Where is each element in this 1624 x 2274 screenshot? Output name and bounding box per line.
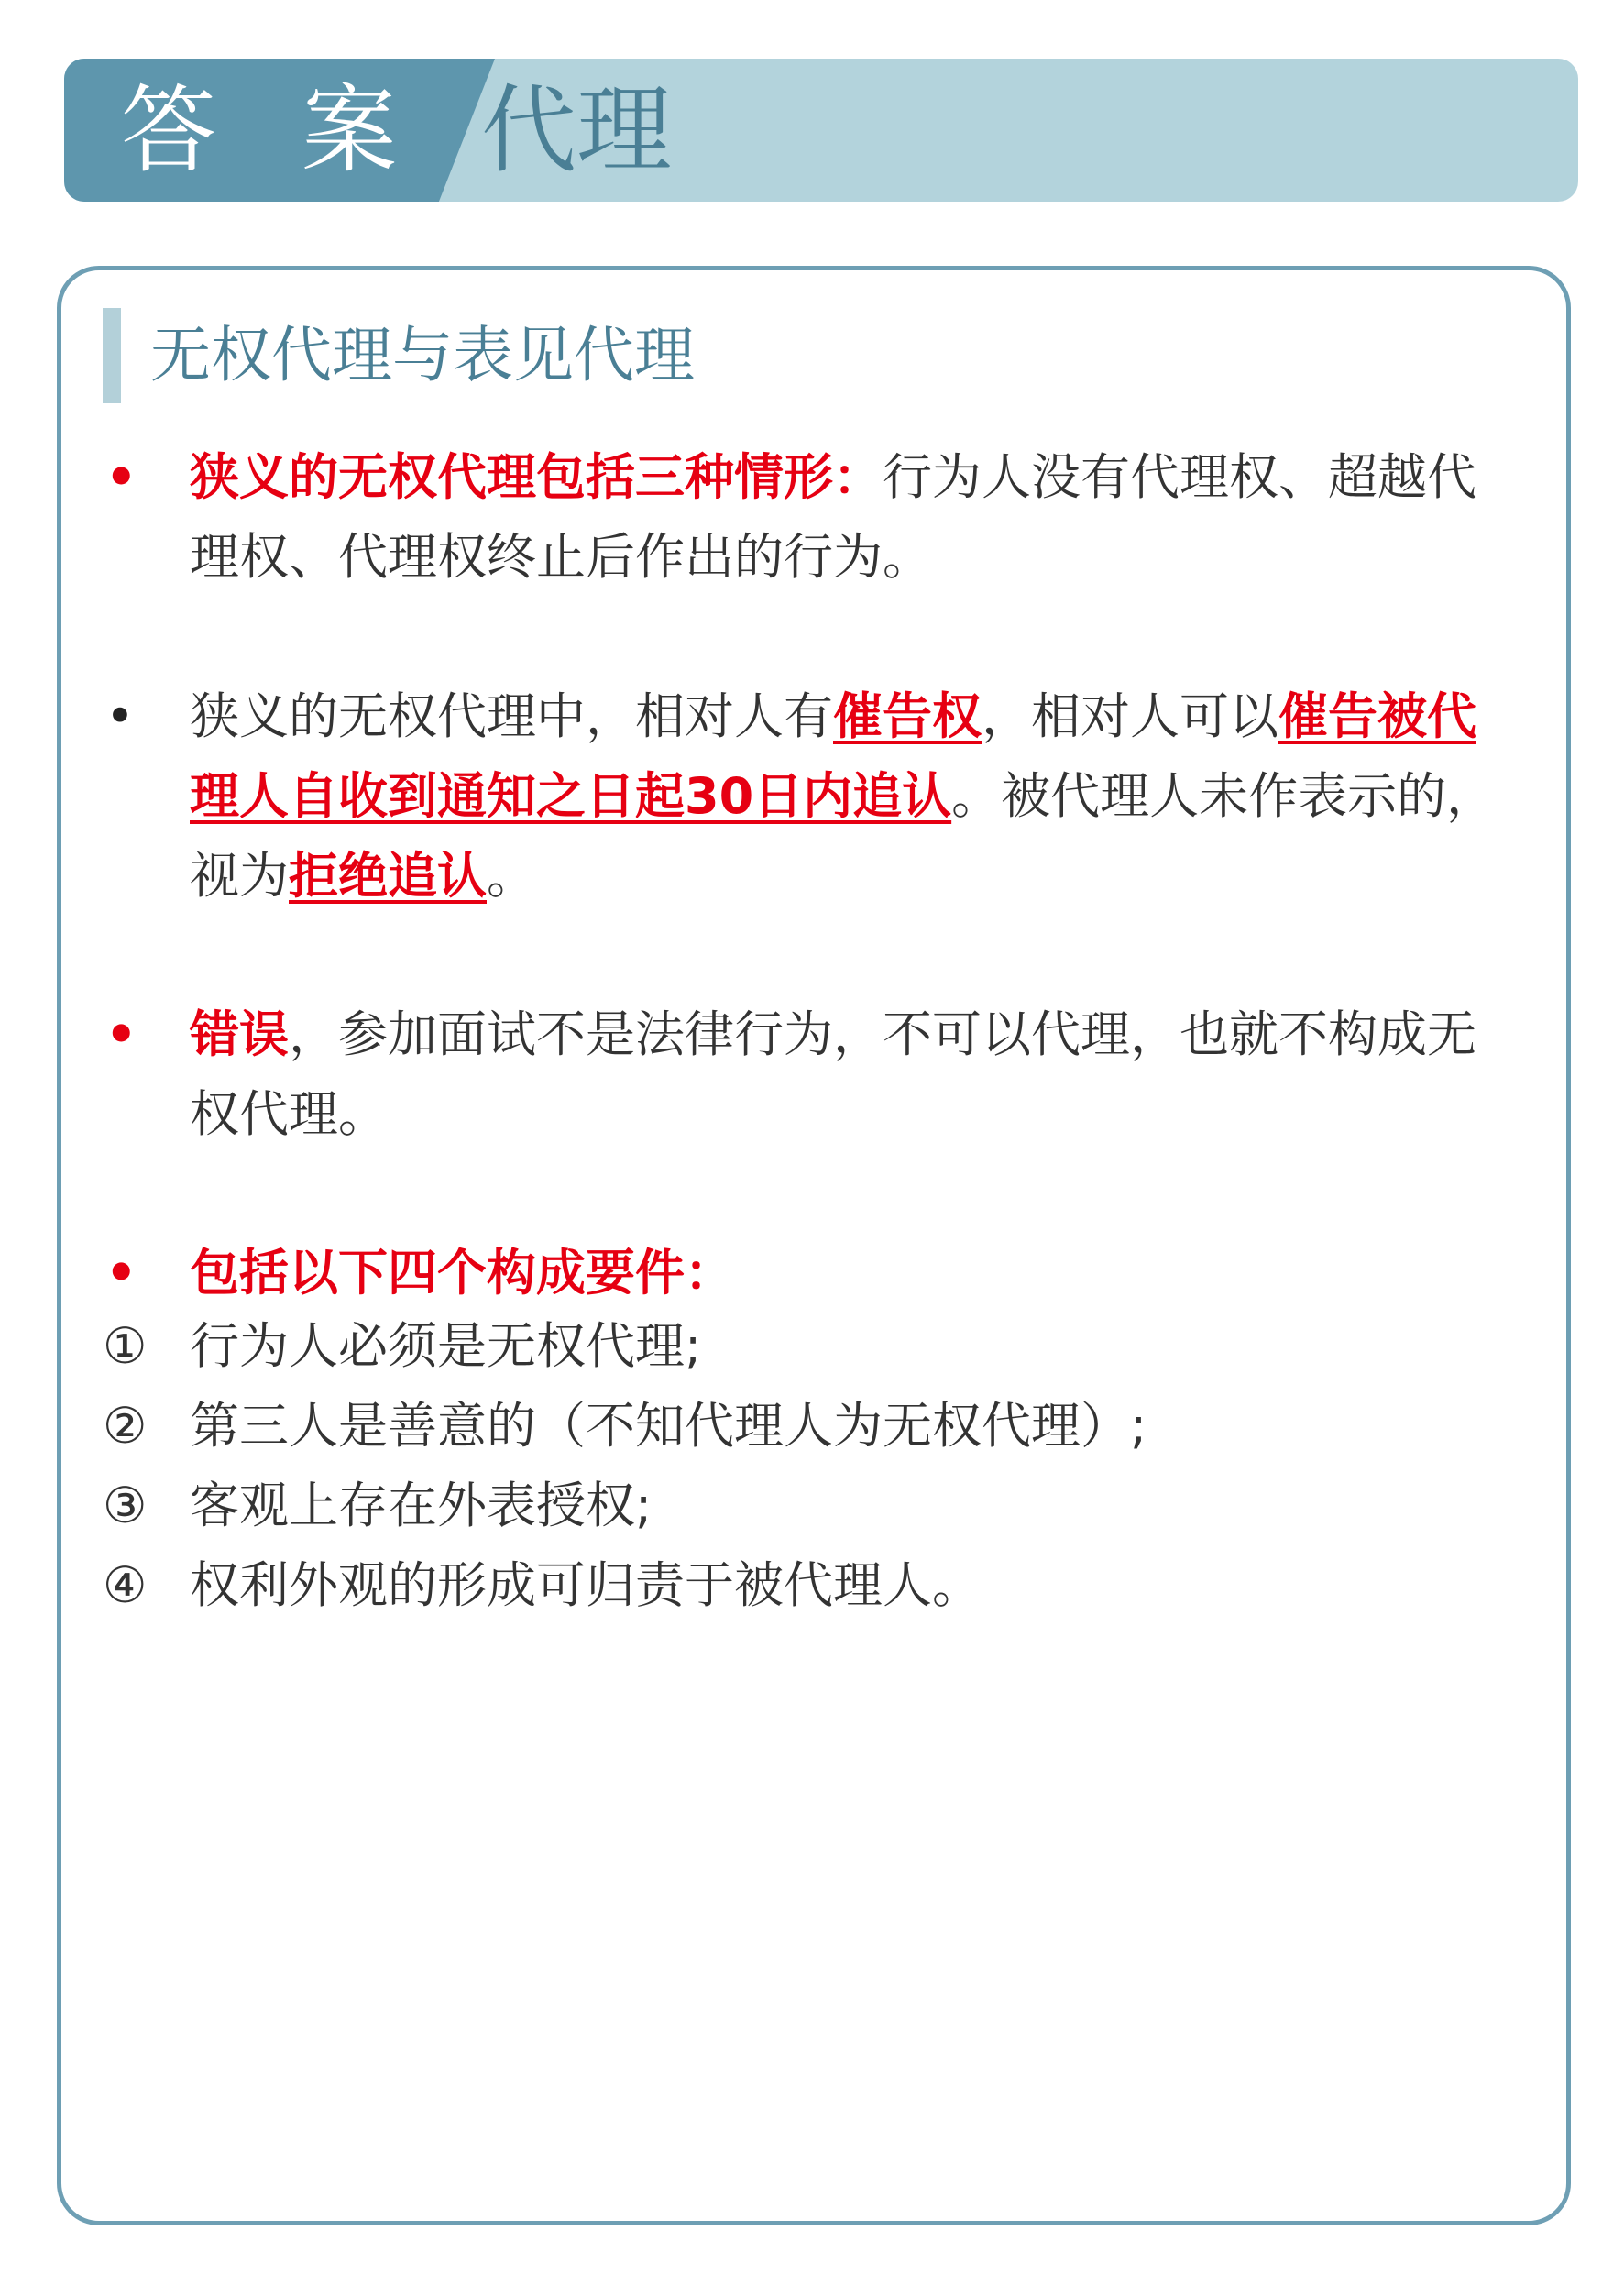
- paragraph-demand-right: [105, 676, 1521, 916]
- section-accent-bar: [103, 308, 121, 403]
- keyword-30-day-ratification: 催告被代理人自收到通知之日起30日内追认: [190, 687, 1476, 825]
- item-text: 行为人必须是无权代理;: [190, 1317, 702, 1375]
- header-tag: 答 案: [121, 74, 425, 186]
- bullet-dot: •: [105, 1005, 137, 1063]
- keyword-demand-right: 催告权: [833, 687, 982, 745]
- paragraph-text: 。: [487, 847, 536, 905]
- paragraph-text: 狭义的无权代理中，相对人有: [190, 687, 833, 745]
- elements-list: [103, 1306, 1519, 1625]
- paragraph-text: ，相对人可以: [982, 687, 1278, 745]
- item-text: 客观上存在外表授权;: [190, 1477, 653, 1534]
- item-number: ④: [103, 1556, 148, 1614]
- paragraph-error-note: [105, 994, 1521, 1154]
- item-text: 第三人是善意的（不知代理人为无权代理）;: [190, 1397, 1147, 1455]
- paragraph-elements-heading: [105, 1233, 1521, 1313]
- paragraph-lead: 狭义的无权代理包括三种情形：: [190, 448, 883, 506]
- paragraph-lead: 错误: [190, 1005, 289, 1063]
- bullet-dot: •: [105, 687, 135, 745]
- paragraph-narrow-unauthorized: [105, 437, 1521, 597]
- keyword-refuse-ratification: 拒绝追认: [289, 847, 487, 905]
- item-number: ①: [103, 1317, 148, 1375]
- paragraph-body: 行为人没有代理权、超越代理权、代理权终止后作出的行为。: [190, 448, 1476, 586]
- list-item: [103, 1306, 1519, 1386]
- bullet-dot: •: [105, 448, 137, 506]
- paragraph-body: ，参加面试不是法律行为，不可以代理，也就不构成无权代理。: [190, 1005, 1476, 1143]
- bullet-dot: •: [105, 1244, 137, 1302]
- header-banner: [64, 59, 1578, 202]
- item-number: ②: [103, 1397, 148, 1455]
- list-item: [103, 1545, 1519, 1625]
- page-title: 代理: [481, 74, 673, 186]
- paragraph-lead: 包括以下四个构成要件：: [190, 1244, 734, 1302]
- list-item: [103, 1386, 1519, 1466]
- paragraph-text: 。被代理人未作表示的，视为: [190, 767, 1497, 905]
- item-number: ③: [103, 1477, 148, 1534]
- list-item: [103, 1466, 1519, 1545]
- section-title: 无权代理与表见代理: [150, 320, 695, 390]
- item-text: 权利外观的形成可归责于被代理人。: [190, 1556, 982, 1614]
